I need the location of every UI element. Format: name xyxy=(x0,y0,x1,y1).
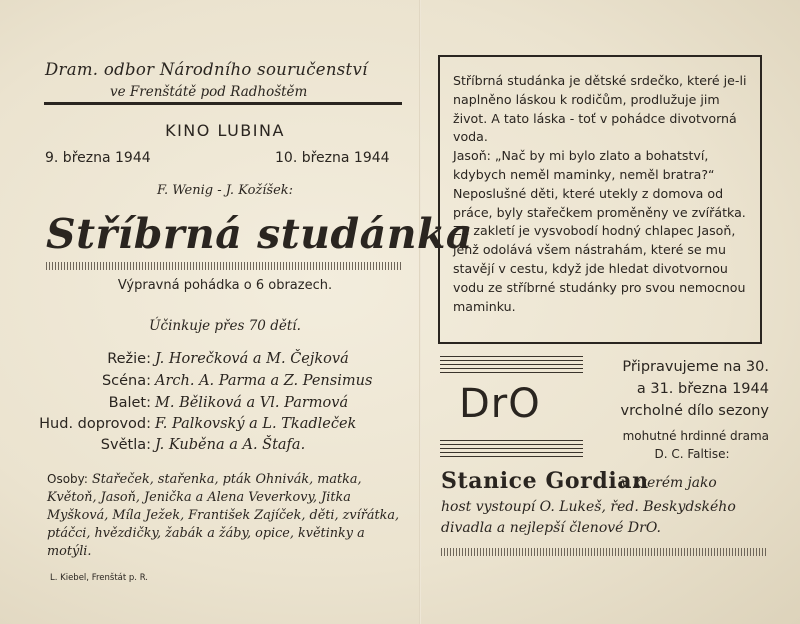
upcoming-play-title: Stanice Gordian xyxy=(441,468,649,494)
footer-underline xyxy=(441,548,767,556)
upcoming-line: a 31. března 1944 xyxy=(636,381,769,397)
logo-line xyxy=(440,356,583,357)
upcoming-line: vrcholné dílo sezony xyxy=(620,403,769,419)
cast-list xyxy=(47,470,412,561)
logo-line xyxy=(440,444,583,445)
dro-logo: DrO xyxy=(459,381,541,427)
upcoming-author: D. C. Faltise: xyxy=(654,447,730,461)
upcoming-line: mohutné hrdinné drama xyxy=(622,429,769,443)
credit-role: Balet: xyxy=(108,395,151,411)
organizer-name: Dram. odbor Národního souručenství xyxy=(45,60,368,79)
synopsis-paragraph: Neposlušné děti, které utekly z domova od práce, byly stařečkem proměněny ve zvířátka. xyxy=(453,185,746,220)
upcoming-line: Připravujeme na 30. xyxy=(622,359,769,375)
synopsis-text xyxy=(453,72,753,316)
upcoming-text: v kterém jako xyxy=(621,475,717,491)
title-underline xyxy=(46,262,402,270)
header-rule xyxy=(44,102,402,105)
upcoming-text: host vystoupí O. Lukeš, řed. Beskydského xyxy=(441,499,736,515)
authors: F. Wenig - J. Kožíšek: xyxy=(156,183,294,198)
credit-role: Hud. doprovod: xyxy=(39,416,151,432)
synopsis-paragraph: Jasoň: „Nač by mi bylo zlato a bohatství, kdybych neměl maminky, neměl bratra?“ xyxy=(453,148,715,182)
credit-role: Scéna: xyxy=(101,373,151,389)
credit-row xyxy=(0,437,420,459)
logo-line xyxy=(440,360,583,361)
credit-role: Režie: xyxy=(107,351,151,367)
credit-names: J. Horečková a M. Čejková xyxy=(155,351,349,367)
dro-logo-block xyxy=(440,356,583,461)
logo-line xyxy=(440,456,583,457)
cinema-name: KINO LUBINA xyxy=(165,121,285,140)
credit-role: Světla: xyxy=(100,437,151,453)
credit-row xyxy=(0,351,420,373)
cast-names: Stařeček, stařenka, pták Ohnivák, matka, Květoň, Jasoň, Jenička a Alena Veverkovy, Jitka Myšková, Míla Ježek, František Zajíček, děti, zvířátka, ptáčci, hvězdičky, žabák a žáby, opice, květinky a motýli. xyxy=(47,472,400,559)
play-title: Stříbrná studánka xyxy=(46,210,473,258)
credit-names: M. Běliková a Vl. Parmová xyxy=(155,395,349,411)
date-second: 10. března 1944 xyxy=(275,150,390,166)
credit-names: Arch. A. Parma a Z. Pensimus xyxy=(155,373,373,389)
synopsis-paragraph: Stříbrná studánka je dětské srdečko, které je-li naplněno láskou k rodičům, prodlužuje jim život. A tato láska - toť v pohádce divotvorná voda. xyxy=(453,73,747,145)
date-first: 9. března 1944 xyxy=(45,150,151,166)
logo-line xyxy=(440,368,583,369)
logo-line xyxy=(440,448,583,449)
page-fold xyxy=(419,0,421,624)
logo-line xyxy=(440,364,583,365)
credit-names: J. Kuběna a A. Štafa. xyxy=(155,437,306,453)
credit-row xyxy=(0,416,420,438)
credit-names: F. Palkovský a L. Tkadleček xyxy=(155,416,357,432)
credit-row xyxy=(0,373,420,395)
logo-line xyxy=(440,440,583,441)
cast-count: Účinkuje přes 70 dětí. xyxy=(149,318,301,334)
cast-label: Osoby: xyxy=(47,472,88,486)
organizer-location: ve Frenštátě pod Radhoštěm xyxy=(110,84,308,100)
upcoming-text: divadla a nejlepší členové DrO. xyxy=(441,520,661,536)
play-subtitle: Výpravná pohádka o 6 obrazech. xyxy=(117,278,333,293)
synopsis-paragraph: Ze zakletí je vysvobodí hodný chlapec Jasoň, jenž odolává všem nástrahám, které se mu stavějí v cestu, když jde hledat divotvornou vodu ze stříbrné studánky pro svou nemocnou maminku. xyxy=(453,223,746,314)
printer-credit: L. Kiebel, Frenštát p. R. xyxy=(50,573,148,583)
logo-line xyxy=(440,452,583,453)
logo-line xyxy=(440,372,583,373)
credit-row xyxy=(0,395,420,417)
